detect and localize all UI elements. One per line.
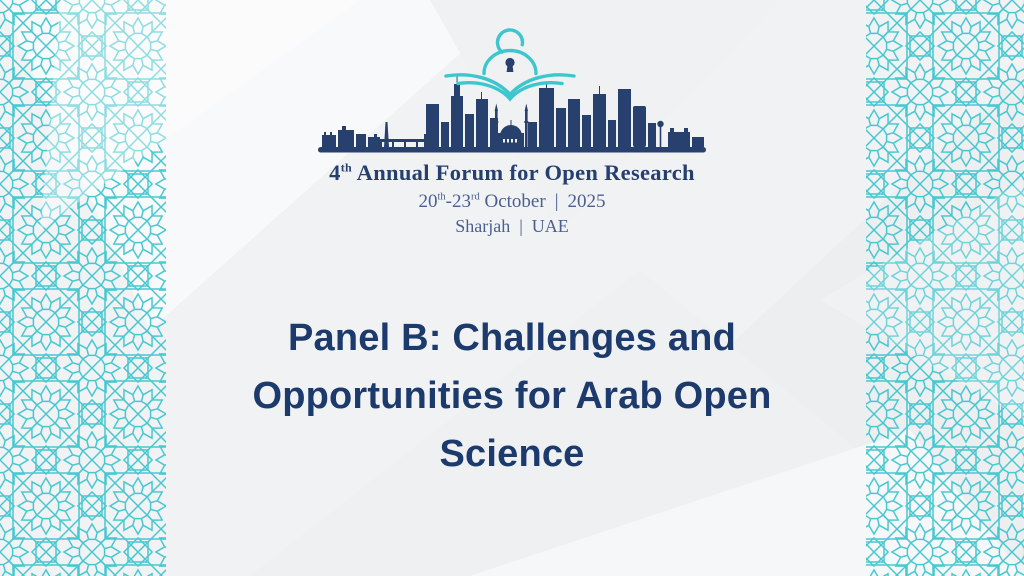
forum-name <box>329 161 695 186</box>
location-separator: | <box>519 215 523 236</box>
date-start-ordinal: th <box>437 191 446 203</box>
date-separator: | <box>554 190 559 212</box>
panel-title-line-3: Science <box>439 433 585 475</box>
forum-edition-number: 4 <box>329 160 341 185</box>
date-month: October <box>479 190 546 212</box>
forum-location-line <box>455 216 569 237</box>
forum-date-line <box>418 191 605 213</box>
date-range-dash: - <box>445 190 452 212</box>
location-country: UAE <box>531 215 569 236</box>
lock-book-skyline-icon <box>318 26 706 158</box>
forum-name-text: Annual Forum for Open Research <box>351 160 695 185</box>
panel-title-line-2: Opportunities for Arab Open <box>252 375 772 417</box>
date-start-day: 20 <box>418 190 438 212</box>
date-year: 2025 <box>567 190 606 212</box>
date-end-day: 23 <box>451 190 471 212</box>
forum-edition-ordinal: th <box>340 160 352 175</box>
panel-title-line-1: Panel B: Challenges and <box>287 317 737 359</box>
book-outer-pages <box>446 75 574 95</box>
keyhole-icon <box>505 58 514 72</box>
date-end-ordinal: rd <box>470 191 480 203</box>
panel-title <box>90 309 934 483</box>
forum-logo <box>0 26 1024 236</box>
location-city: Sharjah <box>455 215 511 236</box>
padlock-shackle <box>497 30 522 52</box>
